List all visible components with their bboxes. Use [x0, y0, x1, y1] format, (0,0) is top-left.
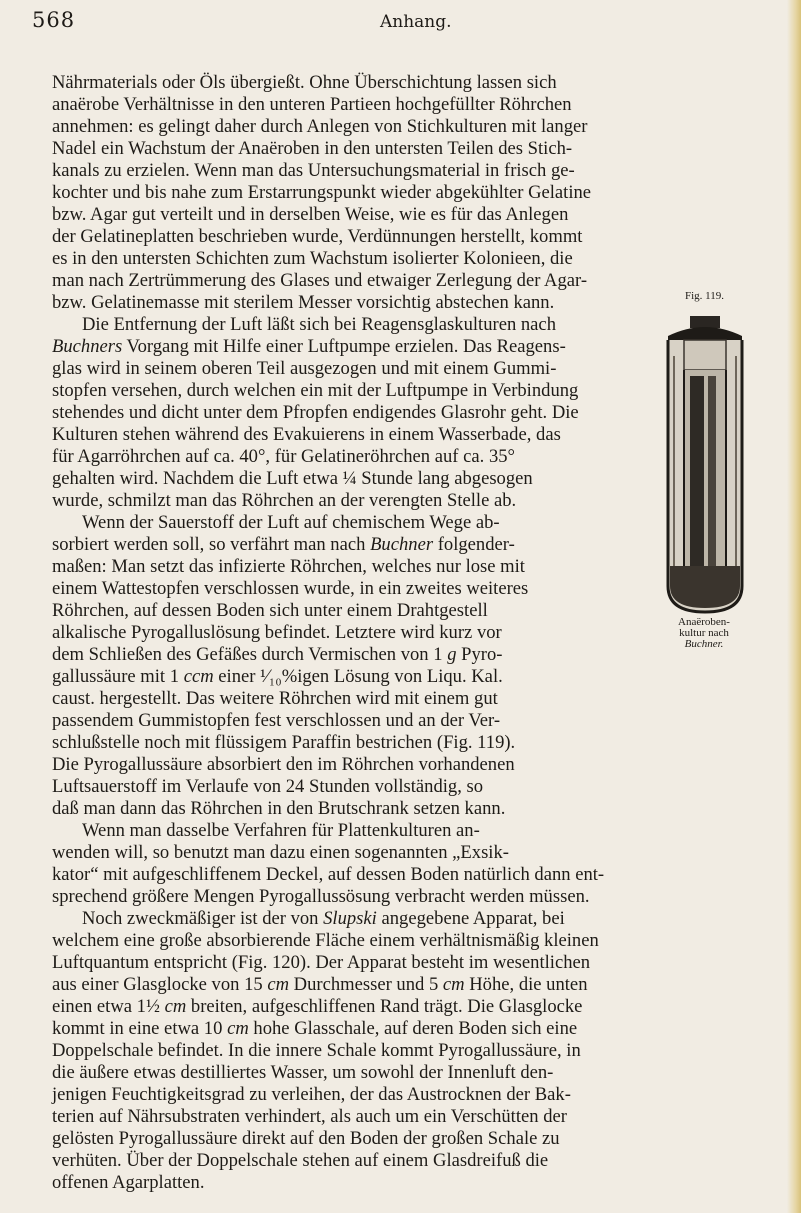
text-line: offenen Agarplatten. — [52, 1172, 205, 1193]
stopper — [690, 316, 720, 328]
text-line: kommt in eine etwa 10 cm hohe Glasschale, auf deren Boden sich eine — [52, 1018, 578, 1039]
text-line: daß man dann das Röhrchen in den Brutschrank setzen kann. — [52, 798, 506, 819]
text-line: Luftquantum entspricht (Fig. 120). Der Apparat besteht im wesentlichen — [52, 952, 591, 973]
text-line: maßen: Man setzt das infizierte Röhrchen, welches nur lose mit — [52, 556, 525, 577]
page-edge — [787, 0, 801, 1213]
text-line: Noch zweckmäßiger ist der von Slupski angegebene Apparat, bei — [82, 908, 565, 929]
text-line: Kulturen stehen während des Evakuierens in einem Wasserbade, das — [52, 424, 561, 445]
text-line: passendem Gummistopfen fest verschlossen und an der Ver- — [52, 710, 501, 731]
figure-label: Fig. 119. — [685, 290, 725, 302]
text-line: stopfen versehen, durch welchen ein mit der Luftpumpe in Verbindung — [52, 380, 579, 401]
text-line: dem Schließen des Gefäßes durch Vermischen von 1 g Pyro- — [52, 644, 503, 665]
text-line: gelösten Pyrogallussäure direkt auf den Boden der großen Schale zu — [52, 1128, 560, 1149]
test-tube-illustration-icon — [650, 316, 760, 616]
text-line: bzw. Gelatinemasse mit sterilem Messer vorsichtig abstechen kann. — [52, 292, 555, 313]
text-line: gallussäure mit 1 ccm einer ¹⁄₁₀%igen Lösung von Liqu. Kal. — [52, 666, 503, 687]
text-line: Wenn der Sauerstoff der Luft auf chemischem Wege ab- — [82, 512, 500, 533]
text-line: einem Wattestopfen verschlossen wurde, in ein zweites weiteres — [52, 578, 529, 599]
text-line: Die Pyrogallussäure absorbiert den im Röhrchen vorhandenen — [52, 754, 515, 775]
text-line: jenigen Feuchtigkeitsgrad zu verleihen, der das Austrocknen der Bak- — [52, 1084, 571, 1105]
text-line: kator“ mit aufgeschliffenem Deckel, auf dessen Boden natürlich dann ent- — [52, 864, 605, 885]
text-line: Luftsauerstoff im Verlaufe von 24 Stunden vollständig, so — [52, 776, 484, 797]
page-number: 568 — [32, 8, 76, 32]
text-line: caust. hergestellt. Das weitere Röhrchen wird mit einem gut — [52, 688, 498, 709]
figure-caption: Anaëroben- kultur nach Buchner. — [678, 616, 730, 650]
text-line: Doppelschale befindet. In die innere Schale kommt Pyrogallussäure, in — [52, 1040, 581, 1061]
text-line: anaërobe Verhältnisse in den unteren Partieen hochgefüllter Röhrchen — [52, 94, 572, 115]
text-line: bzw. Agar gut verteilt und in derselben Weise, wie es für das Anlegen — [52, 204, 569, 225]
text-line: sorbiert werden soll, so verfährt man nach Buchner folgender- — [52, 534, 515, 555]
text-line: stehendes und dicht unter dem Pfropfen endigendes Glasrohr geht. Die — [52, 402, 579, 423]
text-line: welchem eine große absorbierende Fläche einem verhältnismäßig kleinen — [52, 930, 599, 951]
text-line: kochter und bis nahe zum Erstarrungspunkt wieder abgekühlter Gelatine — [52, 182, 592, 203]
text-line: aus einer Glasglocke von 15 cm Durchmesser und 5 cm Höhe, die unten — [52, 974, 588, 995]
text-line: kanals zu erzielen. Wenn man das Untersuchungsmaterial in frisch ge- — [52, 160, 575, 181]
author-name: Buchners — [52, 336, 123, 357]
author-name: Slupski — [323, 908, 377, 929]
text-line: wenden will, so benutzt man dazu einen sogenannten „Exsik- — [52, 842, 509, 863]
text-line: man nach Zertrümmerung des Glases und etwaiger Zerlegung der Agar- — [52, 270, 588, 291]
text-line: einen etwa 1½ cm breiten, aufgeschliffenen Rand trägt. Die Glasglocke — [52, 996, 583, 1017]
text-line: es in den untersten Schichten zum Wachstum isolierter Kolonieen, die — [52, 248, 573, 269]
text-line: glas wird in seinem oberen Teil ausgezogen und mit einem Gummi- — [52, 358, 557, 379]
running-head: Anhang. — [380, 12, 452, 32]
text-line: Buchners Vorgang mit Hilfe einer Luftpumpe erzielen. Das Reagens- — [52, 336, 566, 357]
text-line: die äußere etwas destilliertes Wasser, um sowohl der Innenluft den- — [52, 1062, 554, 1083]
text-line: terien auf Nährsubstraten verhindert, als auch um ein Verschütten der — [52, 1106, 567, 1127]
text-line: Röhrchen, auf dessen Boden sich unter einem Drahtgestell — [52, 600, 488, 621]
text-line: Nährmaterials oder Öls übergießt. Ohne Überschichtung lassen sich — [52, 72, 557, 93]
text-line: wurde, schmilzt man das Röhrchen an der verengten Stelle ab. — [52, 490, 517, 511]
text-line: für Agarröhrchen auf ca. 40°, für Gelatineröhrchen auf ca. 35° — [52, 446, 515, 467]
text-line: sprechend größere Mengen Pyrogallussösung verbracht werden müssen. — [52, 886, 590, 907]
text-line: annehmen: es gelingt daher durch Anlegen von Stichkulturen mit langer — [52, 116, 588, 137]
text-line: Wenn man dasselbe Verfahren für Plattenkulturen an- — [82, 820, 480, 841]
text-line: gehalten wird. Nachdem die Luft etwa ¼ Stunde lang abgesogen — [52, 468, 533, 489]
text-line: schlußstelle noch mit flüssigem Paraffin bestrichen (Fig. 119). — [52, 732, 516, 753]
page-header — [0, 8, 801, 38]
text-line: alkalische Pyrogalluslösung befindet. Letztere wird kurz vor — [52, 622, 502, 643]
text-line: Die Entfernung der Luft läßt sich bei Reagensglaskulturen nach — [82, 314, 556, 335]
text-line: Nadel ein Wachstum der Anaëroben in den untersten Teilen des Stich- — [52, 138, 573, 159]
text-line: der Gelatineplatten beschrieben wurde, Verdünnungen herstellt, kommt — [52, 226, 583, 247]
text-line: verhüten. Über der Doppelschale stehen auf einem Glasdreifuß die — [52, 1150, 549, 1171]
author-name: Buchner — [370, 534, 434, 555]
